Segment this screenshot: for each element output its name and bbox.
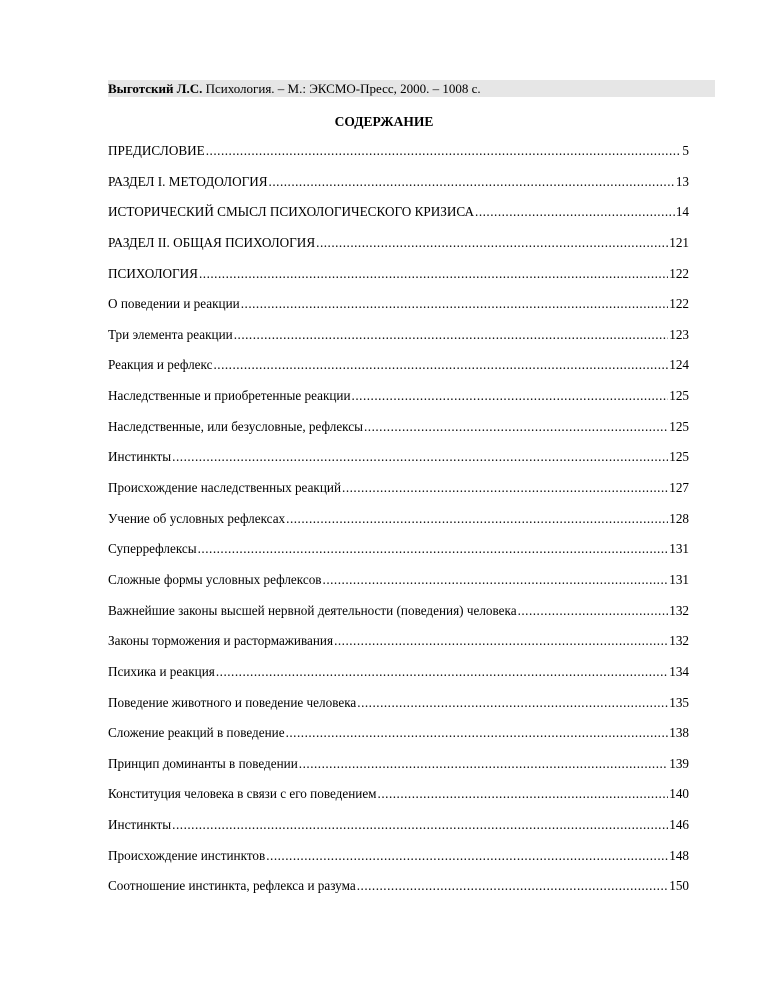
toc-entry[interactable] [108,295,689,326]
toc-dot-leader [216,663,668,681]
toc-entry[interactable] [108,173,689,204]
toc-entry-page-number: 134 [669,663,689,679]
toc-dot-leader [475,203,675,221]
toc-dot-leader [199,265,668,283]
citation-author: Выготский Л.С. [108,81,203,96]
toc-entry-page-number: 13 [675,173,689,189]
toc-dot-leader [234,326,668,344]
toc-entry-page-number: 135 [669,694,689,710]
toc-entry-page-number: 122 [669,296,689,312]
toc-entry-page-number: 121 [669,234,689,250]
toc-dot-leader [364,418,668,436]
toc-entry[interactable] [108,724,689,755]
toc-dot-leader [316,234,668,252]
citation-details: Психология. – М.: ЭКСМО-Пресс, 2000. – 1008 с. [202,81,481,96]
toc-dot-leader [342,479,668,497]
toc-entry-title: Важнейшие законы высшей нервной деятельности (поведения) человека [108,602,517,618]
toc-entry-page-number: 122 [669,265,689,281]
toc-entry-page-number: 125 [669,388,689,404]
toc-dot-leader [299,755,668,773]
toc-entry-title: Инстинкты [108,817,172,833]
toc-dot-leader [172,448,668,466]
toc-entry[interactable] [108,571,689,602]
toc-entry[interactable] [108,877,689,908]
toc-entry-title: Наследственные, или безусловные, рефлексы [108,418,363,434]
toc-entry-title: О поведении и реакции [108,296,240,312]
toc-entry-title: Законы торможения и растормаживания [108,633,334,649]
toc-entry-title: Соотношение инстинкта, рефлекса и разума [108,878,356,894]
toc-entry-title: Сложение реакций в поведение [108,725,285,741]
toc-entry-title: Суперрефлексы [108,541,197,557]
bibliographic-citation [108,80,715,97]
toc-entry[interactable] [108,448,689,479]
toc-entry[interactable] [108,755,689,786]
toc-heading: СОДЕРЖАНИЕ [334,114,434,129]
toc-entry[interactable] [108,602,689,633]
toc-entry-page-number: 124 [669,357,689,373]
toc-dot-leader [269,173,675,191]
toc-entry-page-number: 148 [669,847,689,863]
toc-entry-page-number: 125 [669,449,689,465]
toc-entry-page-number: 128 [669,510,689,526]
toc-entry[interactable] [108,142,689,173]
toc-entry-title: ПСИХОЛОГИЯ [108,265,198,281]
toc-dot-leader [198,540,669,558]
toc-dot-leader [518,602,669,620]
toc-dot-leader [241,295,668,313]
toc-entry[interactable] [108,265,689,296]
toc-entry-title: Поведение животного и поведение человека [108,694,357,710]
toc-dot-leader [323,571,669,589]
toc-entry[interactable] [108,785,689,816]
toc-entry-title: Происхождение инстинктов [108,847,266,863]
toc-entry-page-number: 140 [669,786,689,802]
toc-entry-title: Конституция человека в связи с его поведением [108,786,377,802]
toc-dot-leader [286,510,668,528]
toc-entry[interactable] [108,663,689,694]
toc-entry-page-number: 132 [669,602,689,618]
toc-entry-title: РАЗДЕЛ I. МЕТОДОЛОГИЯ [108,173,268,189]
toc-entry-title: Инстинкты [108,449,172,465]
toc-dot-leader [352,387,669,405]
toc-entry-page-number: 132 [669,633,689,649]
toc-entry-title: РАЗДЕЛ II. ОБЩАЯ ПСИХОЛОГИЯ [108,234,316,250]
toc-entry-title: Принцип доминанты в поведении [108,755,298,771]
toc-entry[interactable] [108,326,689,357]
toc-entry-title: Сложные формы условных рефлексов [108,571,322,587]
toc-entry-title: Реакция и рефлекс [108,357,213,373]
toc-dot-leader [266,847,668,865]
toc-entry[interactable] [108,847,689,878]
toc-entry-page-number: 125 [669,418,689,434]
toc-dot-leader [172,816,668,834]
toc-entry[interactable] [108,632,689,663]
toc-entry[interactable] [108,234,689,265]
toc-entry-title: Учение об условных рефлексах [108,510,286,526]
toc-dot-leader [334,632,668,650]
toc-entry[interactable] [108,694,689,725]
toc-entry-page-number: 138 [669,725,689,741]
toc-entry[interactable] [108,816,689,847]
toc-entry-page-number: 14 [675,204,689,220]
toc-entry-page-number: 139 [669,755,689,771]
toc-entry[interactable] [108,356,689,387]
toc-entry-title: Происхождение наследственных реакций [108,480,342,496]
toc-entry-page-number: 131 [669,541,689,557]
toc-entry-title: ИСТОРИЧЕСКИЙ СМЫСЛ ПСИХОЛОГИЧЕСКОГО КРИЗИСА [108,204,475,220]
toc-entry[interactable] [108,479,689,510]
toc-entry[interactable] [108,510,689,541]
table-of-contents [108,142,689,908]
toc-entry[interactable] [108,203,689,234]
toc-entry-title: Три элемента реакции [108,326,233,342]
toc-entry-title: ПРЕДИСЛОВИЕ [108,143,205,158]
toc-entry-page-number: 131 [669,571,689,587]
toc-entry-page-number: 146 [669,817,689,833]
toc-entry-page-number: 127 [669,480,689,496]
toc-entry-page-number: 150 [669,878,689,894]
toc-dot-leader [213,356,668,374]
toc-entry-page-number: 5 [682,143,689,158]
toc-dot-leader [357,694,668,712]
toc-dot-leader [206,142,682,160]
toc-dot-leader [357,877,669,895]
toc-dot-leader [286,724,669,742]
toc-entry[interactable] [108,387,689,418]
toc-dot-leader [378,785,669,803]
toc-entry-page-number: 123 [669,326,689,342]
toc-entry[interactable] [108,540,689,571]
toc-entry-title: Наследственные и приобретенные реакции [108,388,351,404]
toc-entry-title: Психика и реакция [108,663,215,679]
toc-entry[interactable] [108,418,689,449]
